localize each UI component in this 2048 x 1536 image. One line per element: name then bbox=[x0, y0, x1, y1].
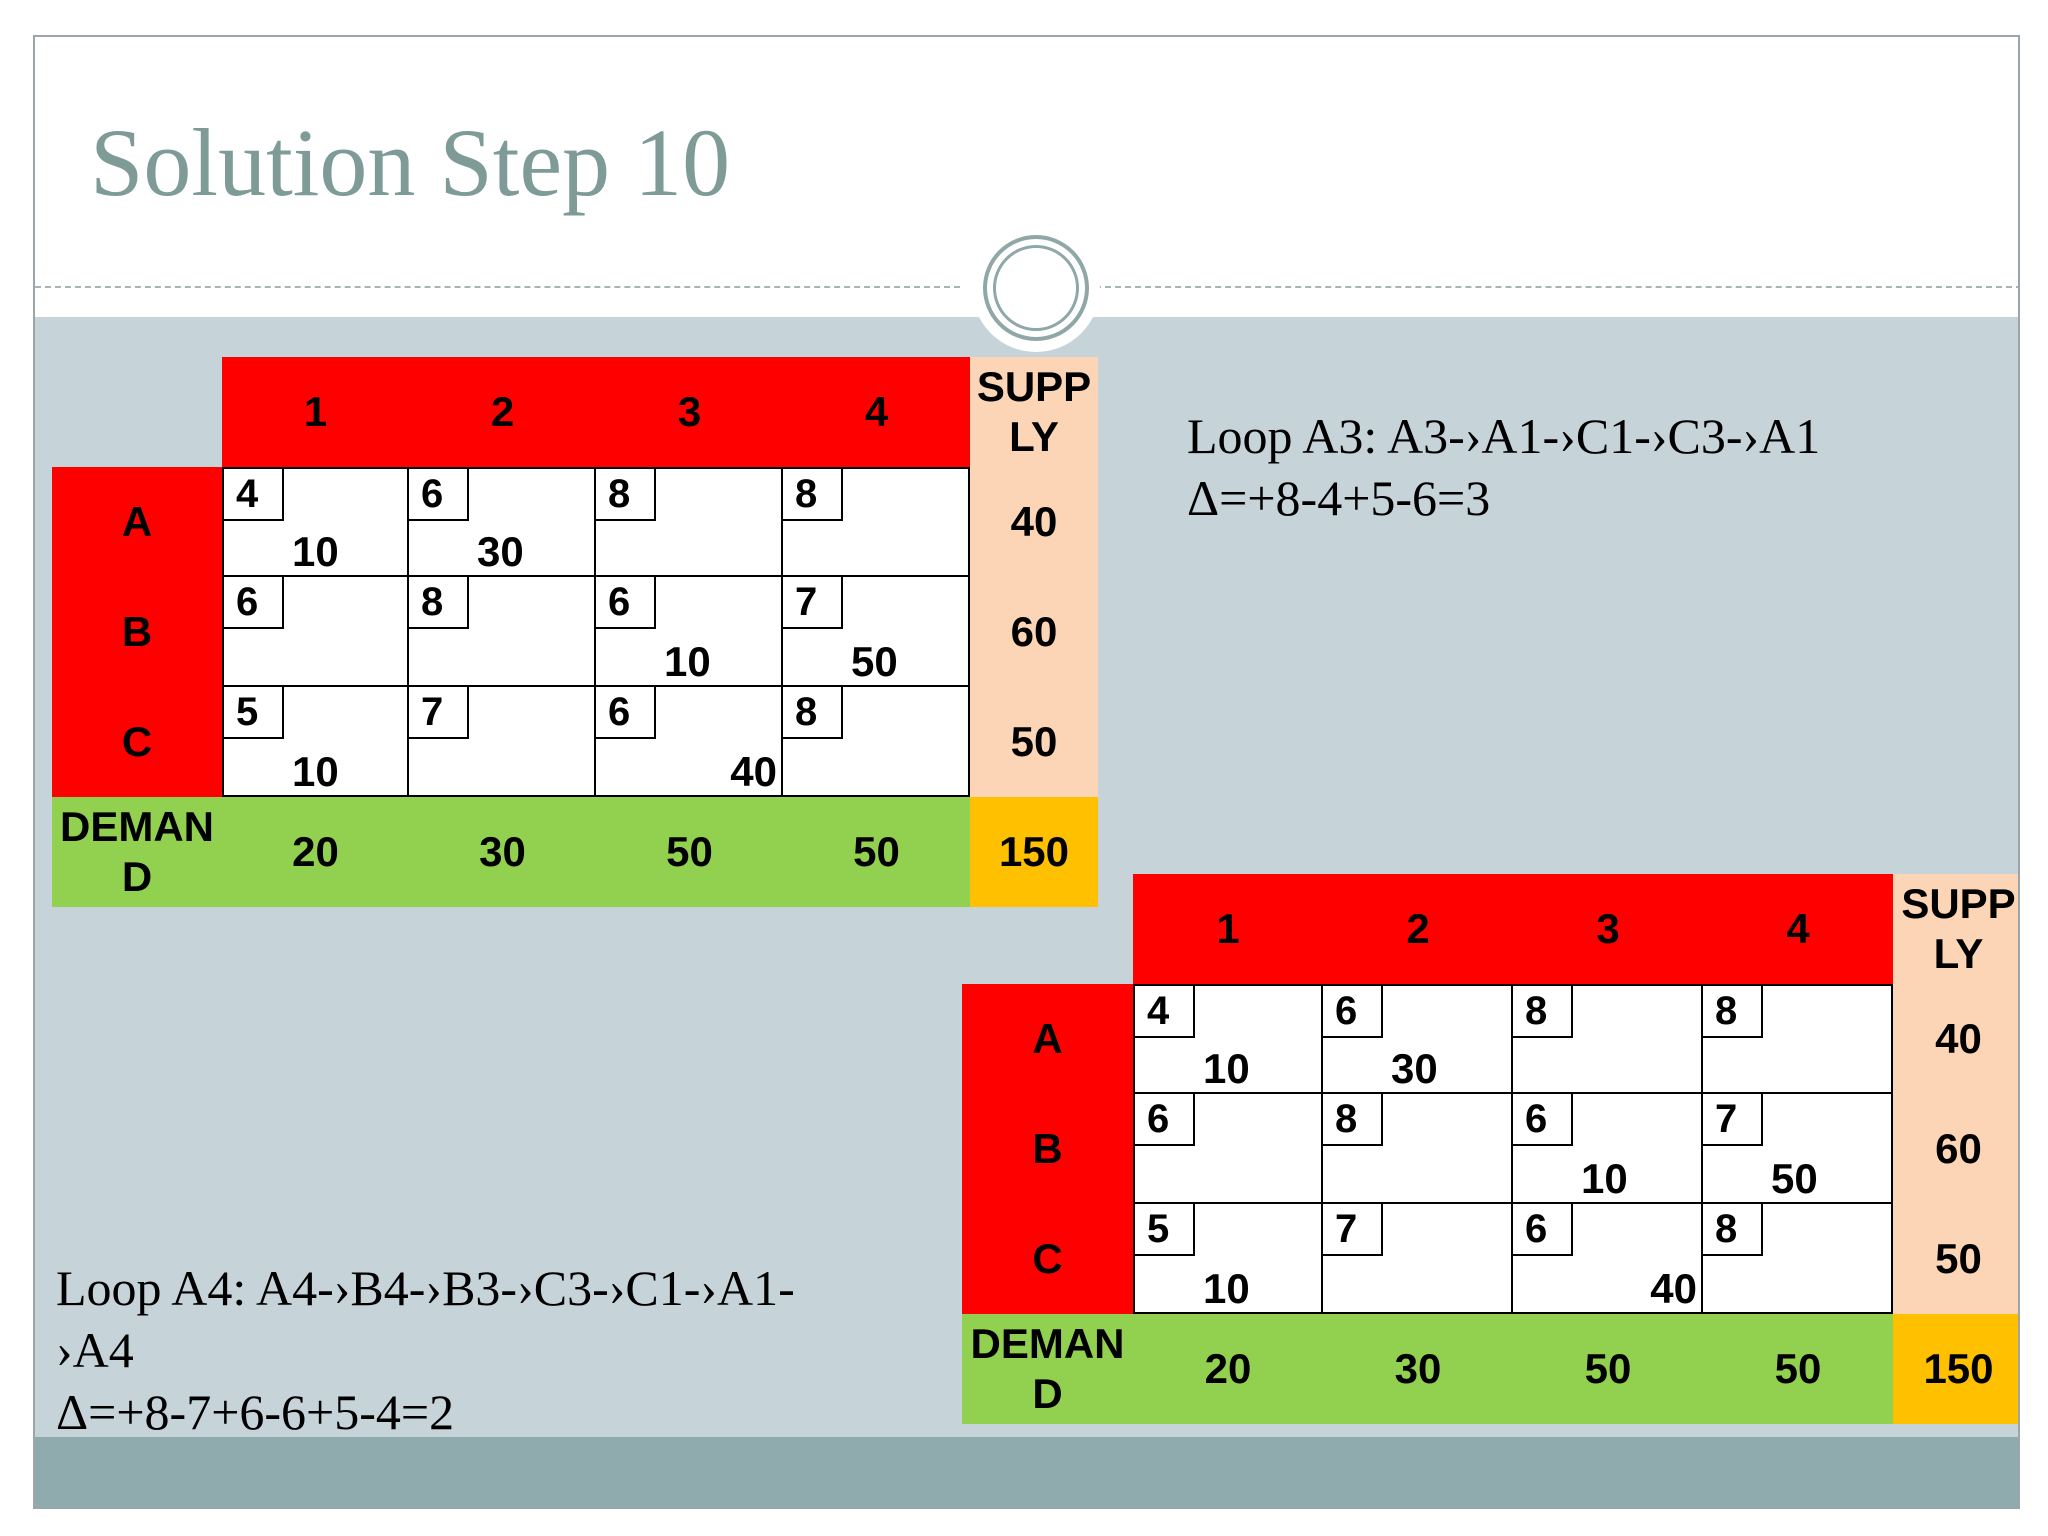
unit-cost: 4 bbox=[1135, 986, 1195, 1038]
unit-cost: 6 bbox=[1513, 1094, 1573, 1146]
unit-cost: 6 bbox=[224, 577, 284, 629]
allocation-value: 10 bbox=[1203, 1265, 1250, 1312]
unit-cost: 5 bbox=[1135, 1204, 1195, 1256]
cost-cell-c4 bbox=[783, 687, 970, 797]
unit-cost: 7 bbox=[783, 577, 843, 629]
loop-a3-delta: Δ=+8-4+5-6=3 bbox=[1187, 470, 1491, 526]
total-value: 150 bbox=[1893, 1314, 2020, 1424]
loop-a3-path: Loop A3: A3-›A1-›C1-›C3-›A1 bbox=[1187, 408, 1821, 464]
cost-cell-c2 bbox=[1323, 1204, 1513, 1314]
demand-value-4: 50 bbox=[1703, 1314, 1893, 1424]
unit-cost: 6 bbox=[596, 687, 656, 739]
column-header-2: 2 bbox=[409, 357, 596, 467]
unit-cost: 8 bbox=[1513, 986, 1573, 1038]
row-label-a: A bbox=[962, 984, 1133, 1094]
cost-cell-b4 bbox=[783, 577, 970, 687]
unit-cost: 4 bbox=[224, 469, 284, 521]
demand-value-3: 50 bbox=[1513, 1314, 1703, 1424]
cost-cell-a2 bbox=[409, 467, 596, 577]
unit-cost: 5 bbox=[224, 687, 284, 739]
column-header-3: 3 bbox=[596, 357, 783, 467]
row-label-b: B bbox=[962, 1094, 1133, 1204]
slide-title: Solution Step 10 bbox=[90, 109, 731, 216]
cost-cell-a2 bbox=[1323, 984, 1513, 1094]
allocation-value: 40 bbox=[730, 748, 777, 795]
demand-label: DEMAN D bbox=[962, 1314, 1133, 1424]
cost-cell-b1 bbox=[222, 577, 409, 687]
row-label-a: A bbox=[52, 467, 222, 577]
cost-cell-a1 bbox=[222, 467, 409, 577]
column-header-1: 1 bbox=[1133, 874, 1323, 984]
row-label-c: C bbox=[962, 1204, 1133, 1314]
divider-right bbox=[1095, 286, 2020, 288]
allocation-value: 30 bbox=[1391, 1045, 1438, 1092]
demand-value-2: 30 bbox=[1323, 1314, 1513, 1424]
column-header-4: 4 bbox=[783, 357, 970, 467]
allocation-value: 10 bbox=[1581, 1155, 1628, 1202]
supply-value-b: 60 bbox=[970, 577, 1098, 687]
loop-a4-path: Loop A4: A4-›B4-›B3-›C3-›C1-›A1- bbox=[56, 1260, 795, 1316]
cost-cell-c4 bbox=[1703, 1204, 1893, 1314]
column-header-4: 4 bbox=[1703, 874, 1893, 984]
cost-cell-a4 bbox=[783, 467, 970, 577]
unit-cost: 8 bbox=[1323, 1094, 1383, 1146]
supply-value-a: 40 bbox=[970, 467, 1098, 577]
column-header-3: 3 bbox=[1513, 874, 1703, 984]
cost-cell-b3 bbox=[596, 577, 783, 687]
unit-cost: 8 bbox=[783, 469, 843, 521]
unit-cost: 8 bbox=[596, 469, 656, 521]
supply-value-b: 60 bbox=[1893, 1094, 2020, 1204]
allocation-value: 50 bbox=[851, 638, 898, 685]
demand-value-4: 50 bbox=[783, 797, 970, 907]
unit-cost: 7 bbox=[1323, 1204, 1383, 1256]
cost-cell-b4 bbox=[1703, 1094, 1893, 1204]
supply-value-a: 40 bbox=[1893, 984, 2020, 1094]
cost-cell-c3 bbox=[1513, 1204, 1703, 1314]
cost-cell-c2 bbox=[409, 687, 596, 797]
unit-cost: 6 bbox=[596, 577, 656, 629]
loop-a4-note bbox=[56, 1257, 795, 1443]
cost-cell-b2 bbox=[1323, 1094, 1513, 1204]
demand-label: DEMAN D bbox=[52, 797, 222, 907]
allocation-value: 40 bbox=[1650, 1265, 1697, 1312]
row-label-b: B bbox=[52, 577, 222, 687]
cost-cell-c1 bbox=[222, 687, 409, 797]
demand-value-3: 50 bbox=[596, 797, 783, 907]
allocation-value: 50 bbox=[1771, 1155, 1818, 1202]
slide bbox=[33, 35, 2020, 1509]
cost-cell-a3 bbox=[1513, 984, 1703, 1094]
unit-cost: 6 bbox=[1135, 1094, 1195, 1146]
unit-cost: 6 bbox=[1513, 1204, 1573, 1256]
loop-a3-note bbox=[1187, 405, 1820, 529]
column-header-2: 2 bbox=[1323, 874, 1513, 984]
cost-cell-b3 bbox=[1513, 1094, 1703, 1204]
cost-cell-a1 bbox=[1133, 984, 1323, 1094]
loop-a4-path-cont: ›A4 bbox=[56, 1322, 134, 1378]
cost-cell-a4 bbox=[1703, 984, 1893, 1094]
unit-cost: 7 bbox=[1703, 1094, 1763, 1146]
unit-cost: 7 bbox=[409, 687, 469, 739]
cost-cell-a3 bbox=[596, 467, 783, 577]
column-header-1: 1 bbox=[222, 357, 409, 467]
allocation-value: 10 bbox=[1203, 1045, 1250, 1092]
circle-ornament-inner-ring bbox=[993, 245, 1079, 331]
cost-cell-c3 bbox=[596, 687, 783, 797]
divider-left bbox=[35, 286, 960, 288]
loop-a4-delta: Δ=+8-7+6-6+5-4=2 bbox=[56, 1384, 455, 1440]
supply-value-c: 50 bbox=[1893, 1204, 2020, 1314]
unit-cost: 8 bbox=[409, 577, 469, 629]
cost-cell-c1 bbox=[1133, 1204, 1323, 1314]
cost-cell-b1 bbox=[1133, 1094, 1323, 1204]
footer-band bbox=[35, 1437, 2018, 1509]
row-label-c: C bbox=[52, 687, 222, 797]
supply-value-c: 50 bbox=[970, 687, 1098, 797]
allocation-value: 30 bbox=[477, 528, 524, 575]
unit-cost: 6 bbox=[1323, 986, 1383, 1038]
demand-value-1: 20 bbox=[1133, 1314, 1323, 1424]
allocation-value: 10 bbox=[664, 638, 711, 685]
demand-value-2: 30 bbox=[409, 797, 596, 907]
supply-header: SUPP LY bbox=[1893, 874, 2020, 984]
unit-cost: 8 bbox=[1703, 1204, 1763, 1256]
unit-cost: 8 bbox=[1703, 986, 1763, 1038]
cost-cell-b2 bbox=[409, 577, 596, 687]
unit-cost: 6 bbox=[409, 469, 469, 521]
supply-header: SUPP LY bbox=[970, 357, 1098, 467]
demand-value-1: 20 bbox=[222, 797, 409, 907]
allocation-value: 10 bbox=[292, 528, 339, 575]
unit-cost: 8 bbox=[783, 687, 843, 739]
allocation-value: 10 bbox=[292, 748, 339, 795]
total-value: 150 bbox=[970, 797, 1098, 907]
